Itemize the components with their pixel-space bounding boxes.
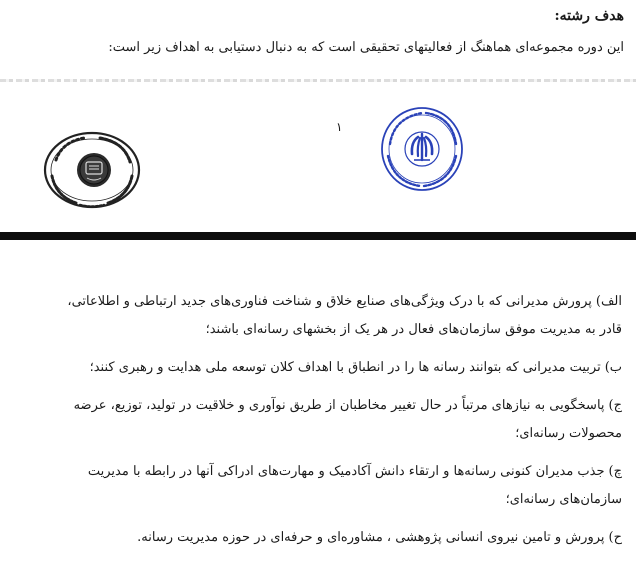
- objective-item: [14, 288, 622, 344]
- page-number: ۱: [336, 120, 343, 134]
- ministry-seal: [378, 104, 466, 194]
- objective-letter: ح): [608, 530, 622, 545]
- objectives-list: [14, 288, 622, 562]
- objective-text: پرورش مدیرانی که با درک ویژگی‌های صنایع خلاق و شناخت فناوری‌های جدید ارتباطی و اطلاعاتی،: [67, 294, 592, 309]
- objective-letter: ج): [608, 398, 622, 413]
- university-seal: [42, 130, 142, 210]
- page-divider: [0, 232, 636, 240]
- scan-artifact-line: [0, 79, 636, 82]
- objective-text: پرورش و تامین نیروی انسانی پژوهشی ، مشاوره‌ای و حرفه‌ای در حوزه مدیریت رسانه.: [137, 530, 605, 545]
- objective-text: پاسخگویی به نیازهای مرتباً در حال تغییر مخاطبان از طریق نوآوری و خلاقیت در تولید، توزیع، عرضه: [73, 398, 605, 413]
- page-top: [0, 0, 636, 232]
- objective-line: [14, 420, 622, 448]
- objective-text: قادر به مدیریت موفق سازمان‌های فعال در هر یک از بخشهای رسانه‌ای باشند؛: [205, 322, 622, 337]
- objective-text: تربیت مدیرانی که بتوانند رسانه ها را در انطباق با اهداف کلان توسعه ملی هدایت و رهبری کنند؛: [89, 360, 601, 375]
- objective-text: محصولات رسانه‌ای؛: [515, 426, 622, 441]
- objective-letter: الف): [595, 294, 622, 309]
- objective-line: [14, 524, 622, 552]
- objective-line: [14, 486, 622, 514]
- objective-item: [14, 524, 622, 552]
- objective-item: [14, 392, 622, 448]
- objective-item: [14, 458, 622, 514]
- objective-line: [14, 288, 622, 316]
- objective-line: [14, 354, 622, 382]
- objective-line: [14, 316, 622, 344]
- objective-item: [14, 354, 622, 382]
- objective-line: [14, 392, 622, 420]
- objective-letter: ب): [604, 360, 622, 375]
- section-heading: هدف رشته:: [554, 8, 624, 24]
- objective-letter: چ): [608, 464, 622, 479]
- intro-paragraph: این دوره مجموعه‌ای هماهنگ از فعالیتهای تحقیقی است که به دنبال دستیابی به اهداف زیر است:: [108, 40, 624, 55]
- objective-text: جذب مدیران کنونی رسانه‌ها و ارتقاء دانش آکادمیک و مهارت‌های ادراکی آنها در رابطه با مدیریت: [87, 464, 605, 479]
- objective-text: سازمان‌های رسانه‌ای؛: [505, 492, 622, 507]
- objective-line: [14, 458, 622, 486]
- page-bottom: [0, 240, 636, 562]
